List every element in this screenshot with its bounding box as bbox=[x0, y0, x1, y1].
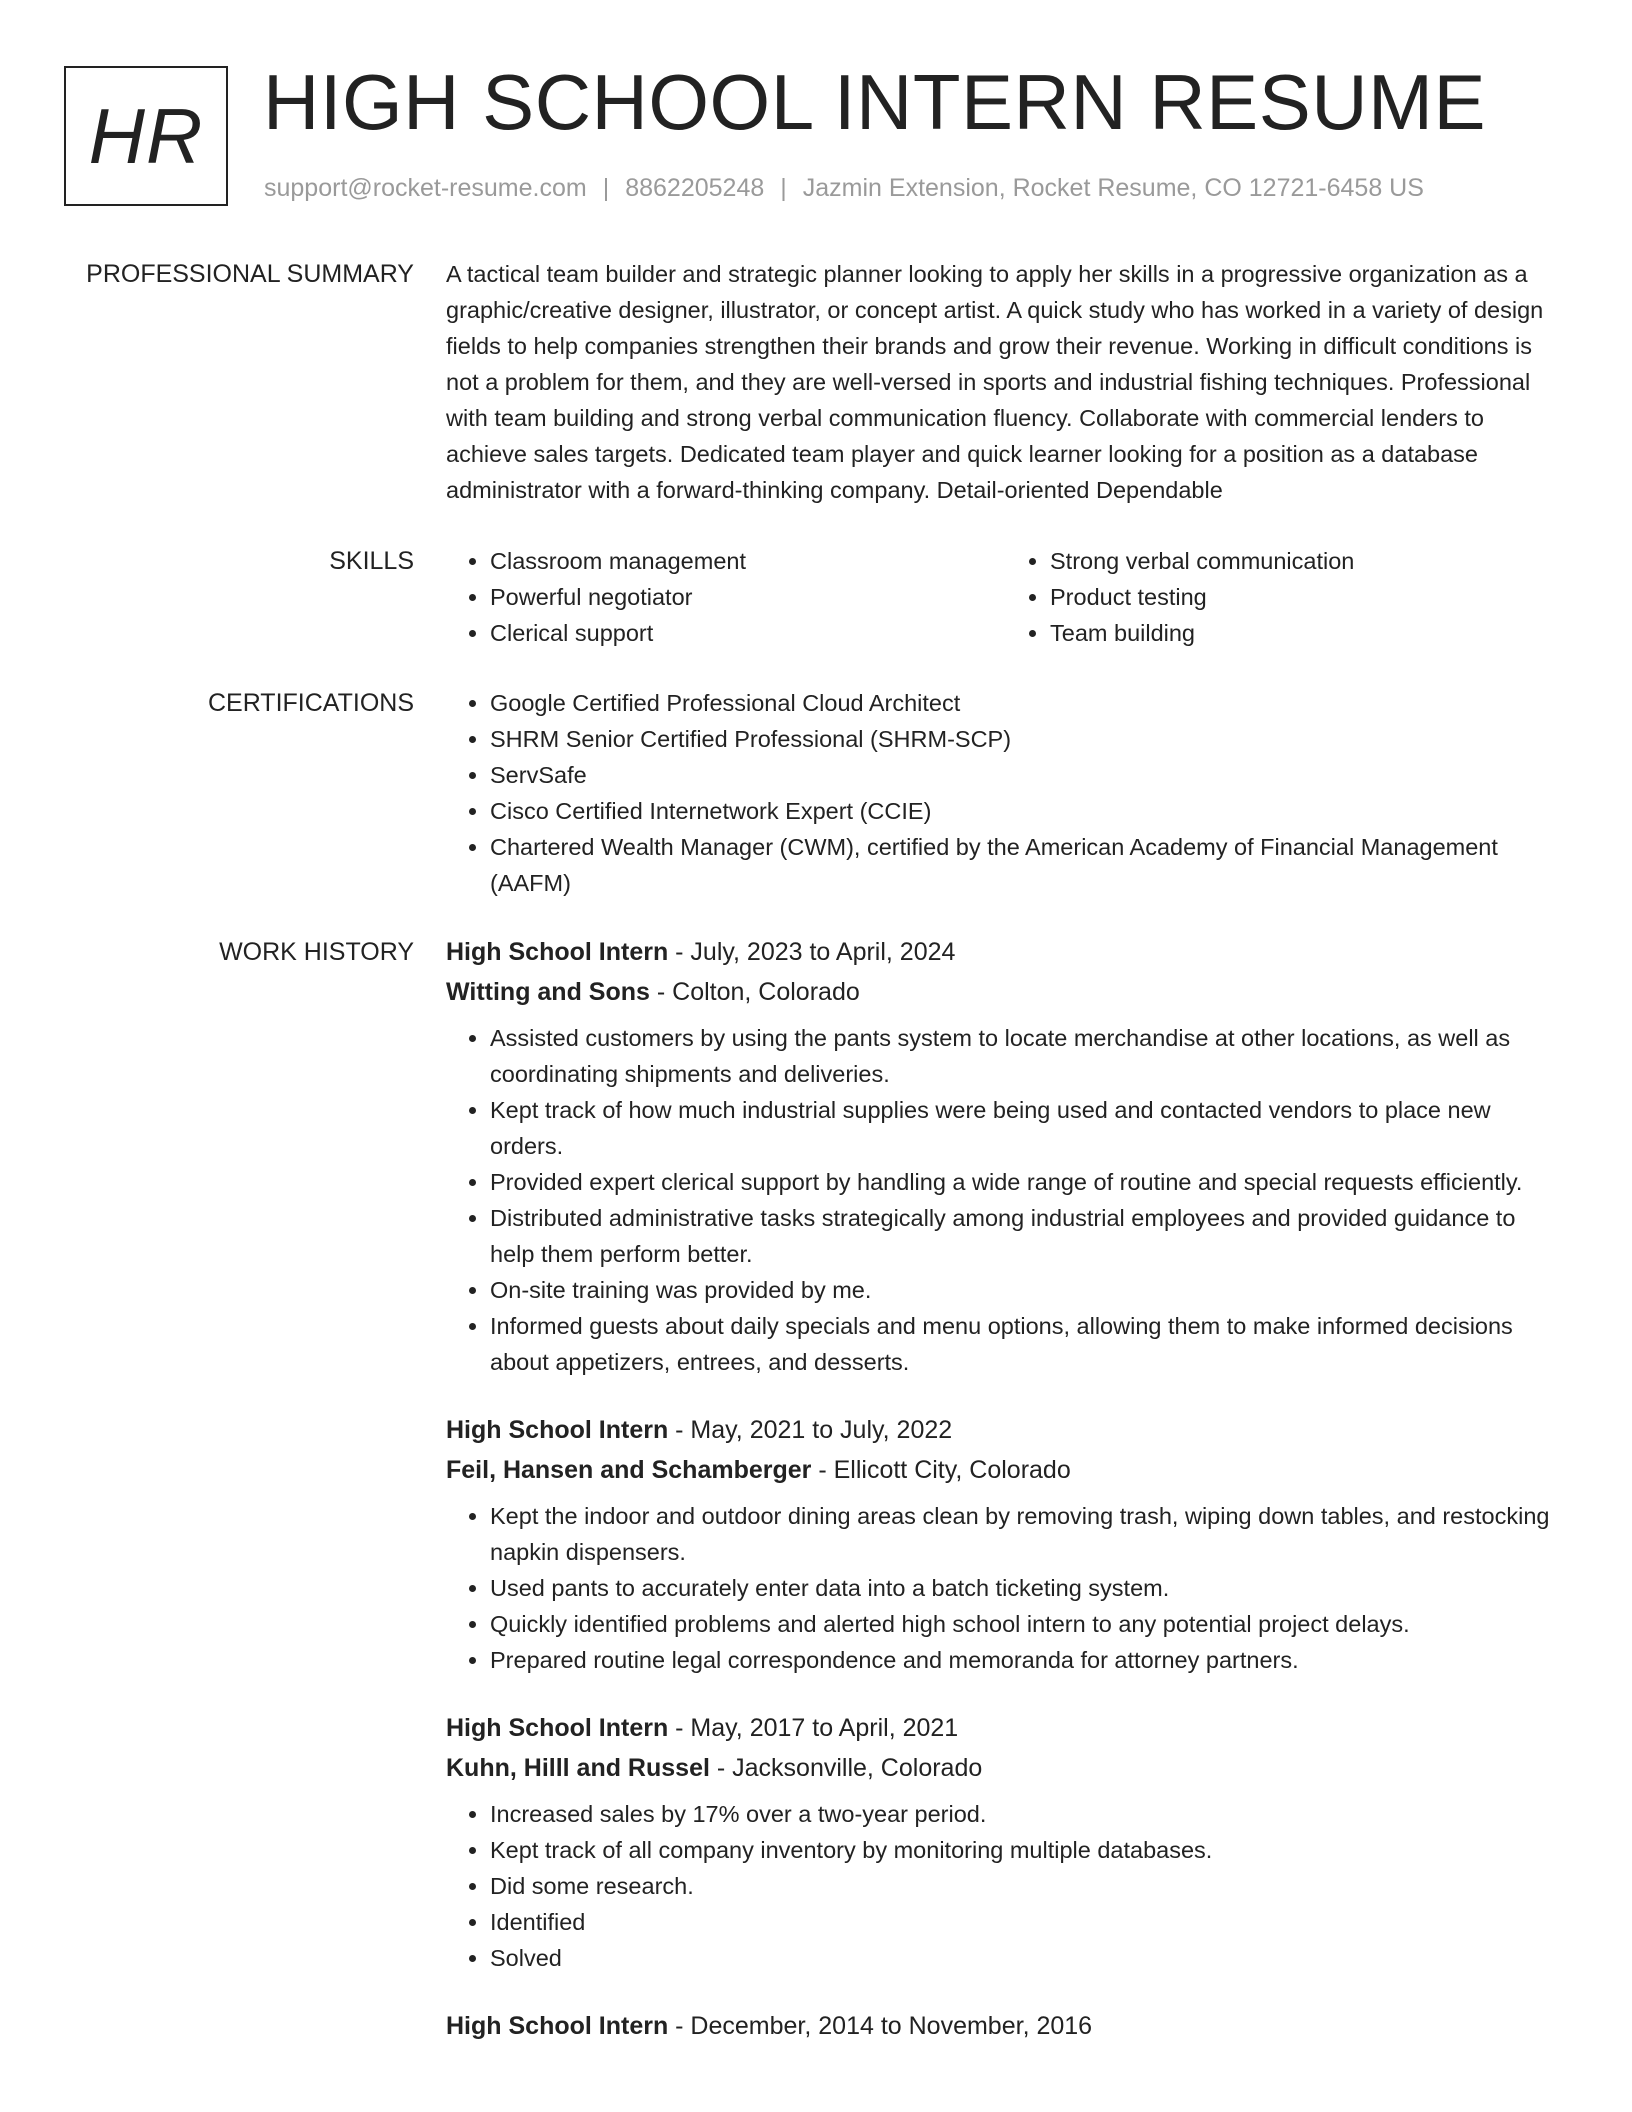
job-company: Kuhn, Hilll and Russel bbox=[446, 1754, 710, 1782]
skill-item: • Strong verbal communication bbox=[1050, 543, 1566, 579]
job-bullet: • Used pants to accurately enter data into a batch ticketing system. bbox=[490, 1570, 1566, 1606]
job-company: Feil, Hansen and Schamberger bbox=[446, 1456, 812, 1484]
job-bullet: • Assisted customers by using the pants system to locate merchandise at other locations, as well as coordinating shipments and deliveries. bbox=[490, 1020, 1566, 1092]
job-dates: - May, 2017 to April, 2021 bbox=[668, 1714, 959, 1742]
summary-text: A tactical team builder and strategic planner looking to apply her skills in a progressive organization as a graphic/creative designer, illustrator, or concept artist. A quick study who has worked in a variety of design fields to help companies strengthen their brands and grow their revenue. Working in difficult conditions is not a problem for them, and they are well-versed in sports and industrial fishing techniques. Professional with team building and strong verbal communication fluency. Collaborate with commercial lenders to achieve sales targets. Dedicated team player and quick learner looking for a position as a database administrator with a forward-thinking company. Detail-oriented Dependable bbox=[446, 261, 1544, 503]
skill-item: • Classroom management bbox=[490, 543, 1006, 579]
job-entry bbox=[446, 932, 1566, 1380]
contact-separator: | bbox=[780, 174, 787, 202]
job-location: - Ellicott City, Colorado bbox=[811, 1456, 1071, 1484]
job-location: - Jacksonville, Colorado bbox=[709, 1754, 983, 1782]
contact-address: Jazmin Extension, Rocket Resume, CO 12721-6458 US bbox=[802, 174, 1424, 202]
job-bullet: • Provided expert clerical support by handling a wide range of routine and special requests efficiently. bbox=[490, 1164, 1566, 1200]
job-dates: - May, 2021 to July, 2022 bbox=[668, 1416, 953, 1444]
certification-item: • Google Certified Professional Cloud Architect bbox=[490, 685, 1566, 721]
job-title-line bbox=[446, 1708, 1566, 1748]
job-bullet: • Prepared routine legal correspondence and memoranda for attorney partners. bbox=[490, 1642, 1566, 1678]
resume-title: HIGH SCHOOL INTERN RESUME bbox=[263, 58, 1487, 146]
job-title-line bbox=[446, 932, 1566, 972]
job-bullet: • Increased sales by 17% over a two-year period. bbox=[490, 1796, 1566, 1832]
job-dates: - July, 2023 to April, 2024 bbox=[668, 938, 956, 966]
skill-item: • Clerical support bbox=[490, 615, 1006, 651]
certification-item: • SHRM Senior Certified Professional (SHRM-SCP) bbox=[490, 721, 1566, 757]
job-entry bbox=[446, 2006, 1566, 2046]
job-title-line bbox=[446, 2006, 1566, 2046]
job-bullet: • Kept the indoor and outdoor dining areas clean by removing trash, wiping down tables, and restocking napkin dispensers. bbox=[490, 1498, 1566, 1570]
skill-item: • Powerful negotiator bbox=[490, 579, 1006, 615]
certifications-content bbox=[446, 685, 1566, 901]
job-bullet: • Distributed administrative tasks strategically among industrial employees and provided guidance to help them perform better. bbox=[490, 1200, 1566, 1272]
contact-email[interactable]: support@rocket-resume.com bbox=[264, 174, 587, 202]
job-bullet: • Informed guests about daily specials and menu options, allowing them to make informed decisions about appetizers, entrees, and desserts. bbox=[490, 1308, 1566, 1380]
contact-line bbox=[264, 174, 1424, 203]
job-company-line bbox=[446, 972, 1566, 1012]
contact-phone[interactable]: 8862205248 bbox=[625, 174, 765, 202]
skills-list-left bbox=[446, 543, 1006, 651]
section-label-summary: PROFESSIONAL SUMMARY bbox=[86, 260, 414, 288]
summary-content bbox=[446, 256, 1566, 508]
section-label-work-history: WORK HISTORY bbox=[219, 938, 414, 966]
job-title: High School Intern bbox=[446, 1714, 669, 1742]
job-bullet: • Identified bbox=[490, 1904, 1566, 1940]
job-bullets bbox=[446, 1020, 1566, 1380]
monogram-text: HR bbox=[88, 91, 204, 180]
job-entry bbox=[446, 1410, 1566, 1678]
section-label-certifications: CERTIFICATIONS bbox=[207, 689, 414, 717]
job-bullet: • Quickly identified problems and alerted high school intern to any potential project delays. bbox=[490, 1606, 1566, 1642]
job-entry bbox=[446, 1708, 1566, 1976]
job-bullet: • Did some research. bbox=[490, 1868, 1566, 1904]
skill-item: • Team building bbox=[1050, 615, 1566, 651]
work-history-content bbox=[446, 932, 1566, 2076]
certification-item: • Cisco Certified Internetwork Expert (CCIE) bbox=[490, 793, 1566, 829]
certification-item: • ServSafe bbox=[490, 757, 1566, 793]
skill-item: • Product testing bbox=[1050, 579, 1566, 615]
job-title: High School Intern bbox=[446, 938, 669, 966]
monogram-logo bbox=[64, 66, 228, 206]
job-bullets bbox=[446, 1498, 1566, 1678]
job-bullets bbox=[446, 1796, 1566, 1976]
certifications-list bbox=[446, 685, 1566, 901]
job-title: High School Intern bbox=[446, 2012, 669, 2040]
job-bullet: • Kept track of how much industrial supplies were being used and contacted vendors to place new orders. bbox=[490, 1092, 1566, 1164]
section-label-skills: SKILLS bbox=[329, 547, 414, 575]
job-title: High School Intern bbox=[446, 1416, 669, 1444]
job-location: - Colton, Colorado bbox=[649, 978, 860, 1006]
contact-separator: | bbox=[602, 174, 610, 202]
job-company: Witting and Sons bbox=[446, 978, 650, 1006]
job-title-line bbox=[446, 1410, 1566, 1450]
certification-item: • Chartered Wealth Manager (CWM), certified by the American Academy of Financial Management (AAFM) bbox=[490, 829, 1566, 901]
job-company-line bbox=[446, 1748, 1566, 1788]
job-bullet: • Solved bbox=[490, 1940, 1566, 1976]
job-bullet: • On-site training was provided by me. bbox=[490, 1272, 1566, 1308]
job-dates: - December, 2014 to November, 2016 bbox=[668, 2012, 1093, 2040]
job-company-line bbox=[446, 1450, 1566, 1490]
job-bullet: • Kept track of all company inventory by monitoring multiple databases. bbox=[490, 1832, 1566, 1868]
skills-list-right bbox=[1006, 543, 1566, 651]
skills-columns bbox=[446, 543, 1566, 651]
